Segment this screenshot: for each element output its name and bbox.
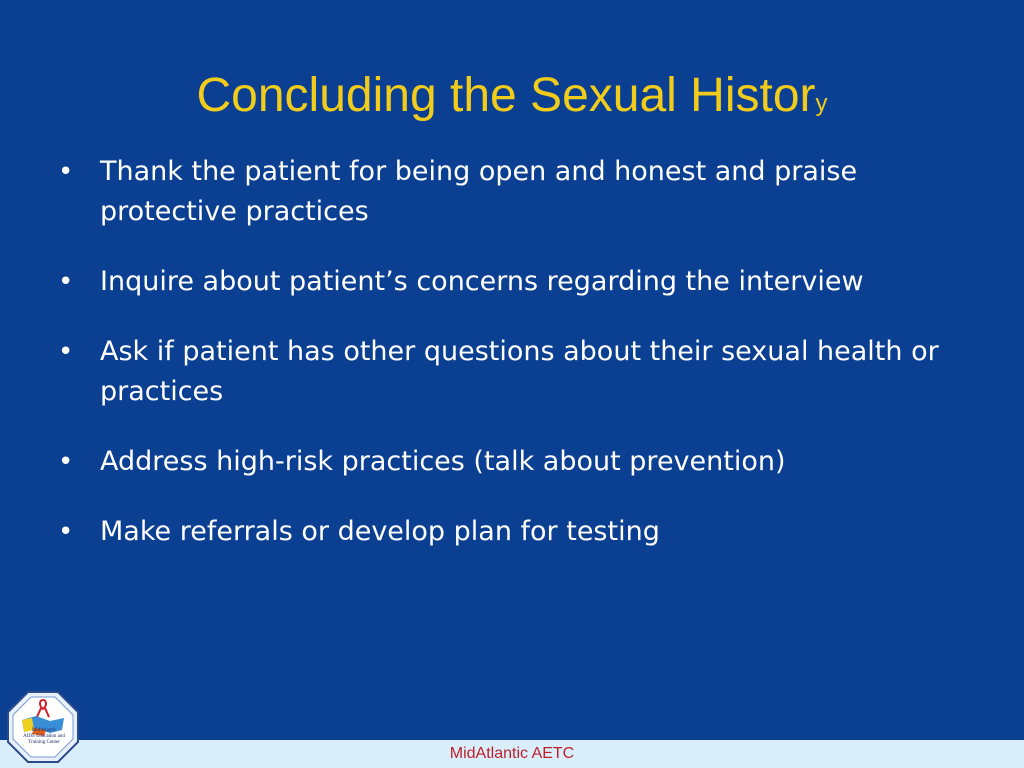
footer-text: MidAtlantic AETC (449, 745, 575, 762)
bullet-item (56, 262, 976, 302)
bullet-dot-icon: • (58, 447, 74, 477)
bullet-item (56, 442, 976, 482)
bullet-item (56, 512, 976, 552)
slide-title-tail: y (815, 90, 828, 117)
bullet-text: Address high-risk practices (talk about prevention) (100, 446, 786, 477)
bullet-dot-icon: • (58, 337, 74, 367)
bullet-text: Thank the patient for being open and honest and praise protective practices (100, 156, 858, 227)
slide-title-main: Concluding the Sexual Histor (196, 69, 816, 122)
logo-line: MidAtlantic (31, 728, 57, 733)
slide-title (0, 66, 1024, 134)
bullet-item (56, 152, 976, 232)
bullet-dot-icon: • (58, 157, 74, 187)
bullet-text: Make referrals or develop plan for testing (100, 516, 660, 547)
aetc-logo-icon (6, 690, 80, 764)
bullet-text: Inquire about patient’s concerns regarding the interview (100, 266, 864, 297)
bullet-dot-icon: • (58, 267, 74, 297)
logo-line: AIDS Education and (23, 734, 65, 739)
footer-bar (0, 740, 1024, 768)
bullet-list (56, 152, 976, 582)
logo-caption (18, 728, 70, 746)
bullet-dot-icon: • (58, 517, 74, 547)
bullet-text: Ask if patient has other questions about their sexual health or practices (100, 336, 939, 407)
bullet-item (56, 332, 976, 412)
logo-line: Training Center (28, 740, 60, 745)
